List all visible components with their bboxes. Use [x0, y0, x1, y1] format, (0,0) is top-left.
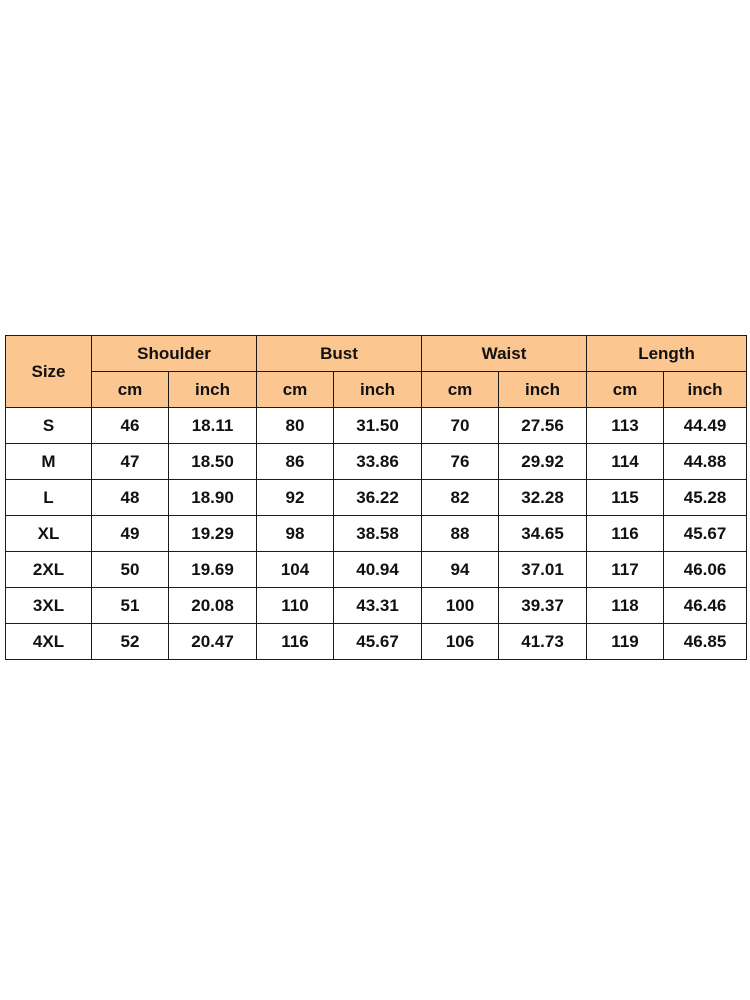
value-cell: 104: [257, 552, 334, 588]
value-cell: 46: [92, 408, 169, 444]
table-row: [6, 552, 747, 588]
value-cell: 113: [587, 408, 664, 444]
shoulder-header: Shoulder: [92, 336, 257, 372]
value-cell: 34.65: [499, 516, 587, 552]
value-cell: 45.28: [664, 480, 747, 516]
value-cell: 18.50: [169, 444, 257, 480]
unit-header: inch: [334, 372, 422, 408]
value-cell: 36.22: [334, 480, 422, 516]
value-cell: 20.08: [169, 588, 257, 624]
size-cell: 4XL: [6, 624, 92, 660]
value-cell: 45.67: [664, 516, 747, 552]
value-cell: 118: [587, 588, 664, 624]
value-cell: 82: [422, 480, 499, 516]
value-cell: 27.56: [499, 408, 587, 444]
table-row: [6, 516, 747, 552]
value-cell: 43.31: [334, 588, 422, 624]
table-row: [6, 588, 747, 624]
size-cell: S: [6, 408, 92, 444]
value-cell: 106: [422, 624, 499, 660]
value-cell: 39.37: [499, 588, 587, 624]
unit-header: cm: [587, 372, 664, 408]
size-cell: XL: [6, 516, 92, 552]
table-row: [6, 480, 747, 516]
length-header: Length: [587, 336, 747, 372]
value-cell: 46.46: [664, 588, 747, 624]
value-cell: 33.86: [334, 444, 422, 480]
value-cell: 50: [92, 552, 169, 588]
value-cell: 114: [587, 444, 664, 480]
value-cell: 88: [422, 516, 499, 552]
unit-header: cm: [422, 372, 499, 408]
size-cell: 2XL: [6, 552, 92, 588]
waist-header: Waist: [422, 336, 587, 372]
value-cell: 47: [92, 444, 169, 480]
value-cell: 19.29: [169, 516, 257, 552]
value-cell: 100: [422, 588, 499, 624]
value-cell: 18.90: [169, 480, 257, 516]
value-cell: 76: [422, 444, 499, 480]
value-cell: 80: [257, 408, 334, 444]
value-cell: 98: [257, 516, 334, 552]
unit-header: inch: [664, 372, 747, 408]
value-cell: 86: [257, 444, 334, 480]
size-chart-table: [5, 335, 747, 660]
value-cell: 19.69: [169, 552, 257, 588]
value-cell: 70: [422, 408, 499, 444]
unit-header: cm: [92, 372, 169, 408]
value-cell: 52: [92, 624, 169, 660]
size-column-header: Size: [6, 336, 92, 408]
value-cell: 94: [422, 552, 499, 588]
bust-header: Bust: [257, 336, 422, 372]
table-header: [6, 336, 747, 408]
header-group-row: [6, 336, 747, 372]
value-cell: 49: [92, 516, 169, 552]
value-cell: 38.58: [334, 516, 422, 552]
value-cell: 41.73: [499, 624, 587, 660]
value-cell: 115: [587, 480, 664, 516]
value-cell: 48: [92, 480, 169, 516]
unit-header: inch: [499, 372, 587, 408]
value-cell: 116: [587, 516, 664, 552]
value-cell: 32.28: [499, 480, 587, 516]
value-cell: 20.47: [169, 624, 257, 660]
table-body: [6, 408, 747, 660]
value-cell: 37.01: [499, 552, 587, 588]
value-cell: 117: [587, 552, 664, 588]
table-row: [6, 408, 747, 444]
value-cell: 18.11: [169, 408, 257, 444]
value-cell: 45.67: [334, 624, 422, 660]
value-cell: 116: [257, 624, 334, 660]
value-cell: 44.49: [664, 408, 747, 444]
value-cell: 110: [257, 588, 334, 624]
header-unit-row: [6, 372, 747, 408]
value-cell: 46.85: [664, 624, 747, 660]
size-cell: L: [6, 480, 92, 516]
table-row: [6, 624, 747, 660]
value-cell: 119: [587, 624, 664, 660]
value-cell: 40.94: [334, 552, 422, 588]
value-cell: 44.88: [664, 444, 747, 480]
table-row: [6, 444, 747, 480]
value-cell: 92: [257, 480, 334, 516]
value-cell: 29.92: [499, 444, 587, 480]
unit-header: inch: [169, 372, 257, 408]
size-cell: M: [6, 444, 92, 480]
value-cell: 46.06: [664, 552, 747, 588]
size-cell: 3XL: [6, 588, 92, 624]
unit-header: cm: [257, 372, 334, 408]
value-cell: 51: [92, 588, 169, 624]
value-cell: 31.50: [334, 408, 422, 444]
